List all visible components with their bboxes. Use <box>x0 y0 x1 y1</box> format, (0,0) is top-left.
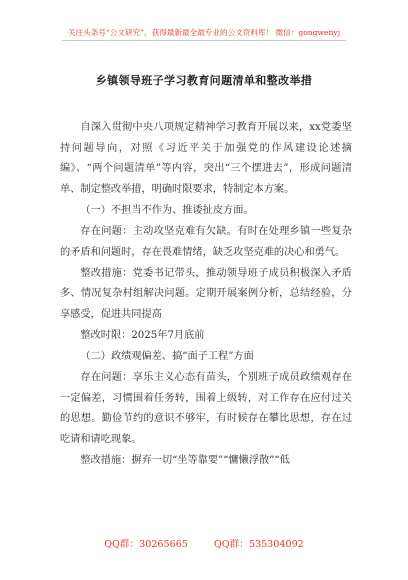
paragraph-measures-1: 整改措施：党委书记带头，推动领导班子成员积极深入矛盾多、情况复杂村组解决问题。定期开展案例分析，总结经验，分享感受，促进共同提高 <box>60 267 352 320</box>
paragraph-intro: 自深入贯彻中央八项规定精神学习教育开展以来，xx党委坚持问题导向，对照《习近平关于加强党的作风建设论述摘编》、“两个问题清单”等内容，突出“三个摆进去”，形成问题清单、制定整改举措，明确时限要求，特制定本方案。 <box>60 122 352 195</box>
paragraph-problem-1: 存在问题：主动攻坚克难有欠缺。有时在处理乡镇一些复杂的矛盾和问题时，存在畏难情绪，缺乏攻坚克难的决心和勇气。 <box>60 225 352 258</box>
paragraph-measures-2: 整改措施：摒弃一切“坐等靠要”“慵懒浮散”“低 <box>80 455 290 466</box>
header-divider <box>62 40 346 41</box>
header-banner: 关注头条号“公文研究”，获得最新最全最专业的公文资料库！ 微信：gongwenyj <box>67 28 341 37</box>
footer-qq-group-1: QQ群：30265665 <box>104 539 188 550</box>
document-body <box>60 118 352 472</box>
page-title: 乡镇领导班子学习教育问题清单和整改举措 <box>95 74 313 87</box>
paragraph-deadline-1: 整改时限：2025年7月底前 <box>80 329 205 341</box>
paragraph-problem-2: 存在问题：享乐主义心态有苗头，个别班子成员政绩观存在一定偏差，习惯围着任务转，围着上级转，对工作存在应付过关的思想。勤俭节约的意识不够牢，有时候存在攀比思想，存在过吃请和请吃现象。 <box>60 372 352 445</box>
footer-qq-group-2: QQ群：535304092 <box>213 539 304 550</box>
section-heading-2: （二）政绩观偏差、搞“面子工程”方面 <box>80 351 254 363</box>
section-heading-1: （一）不担当不作为、推诿扯皮方面。 <box>80 204 254 216</box>
footer-contact <box>0 536 408 550</box>
